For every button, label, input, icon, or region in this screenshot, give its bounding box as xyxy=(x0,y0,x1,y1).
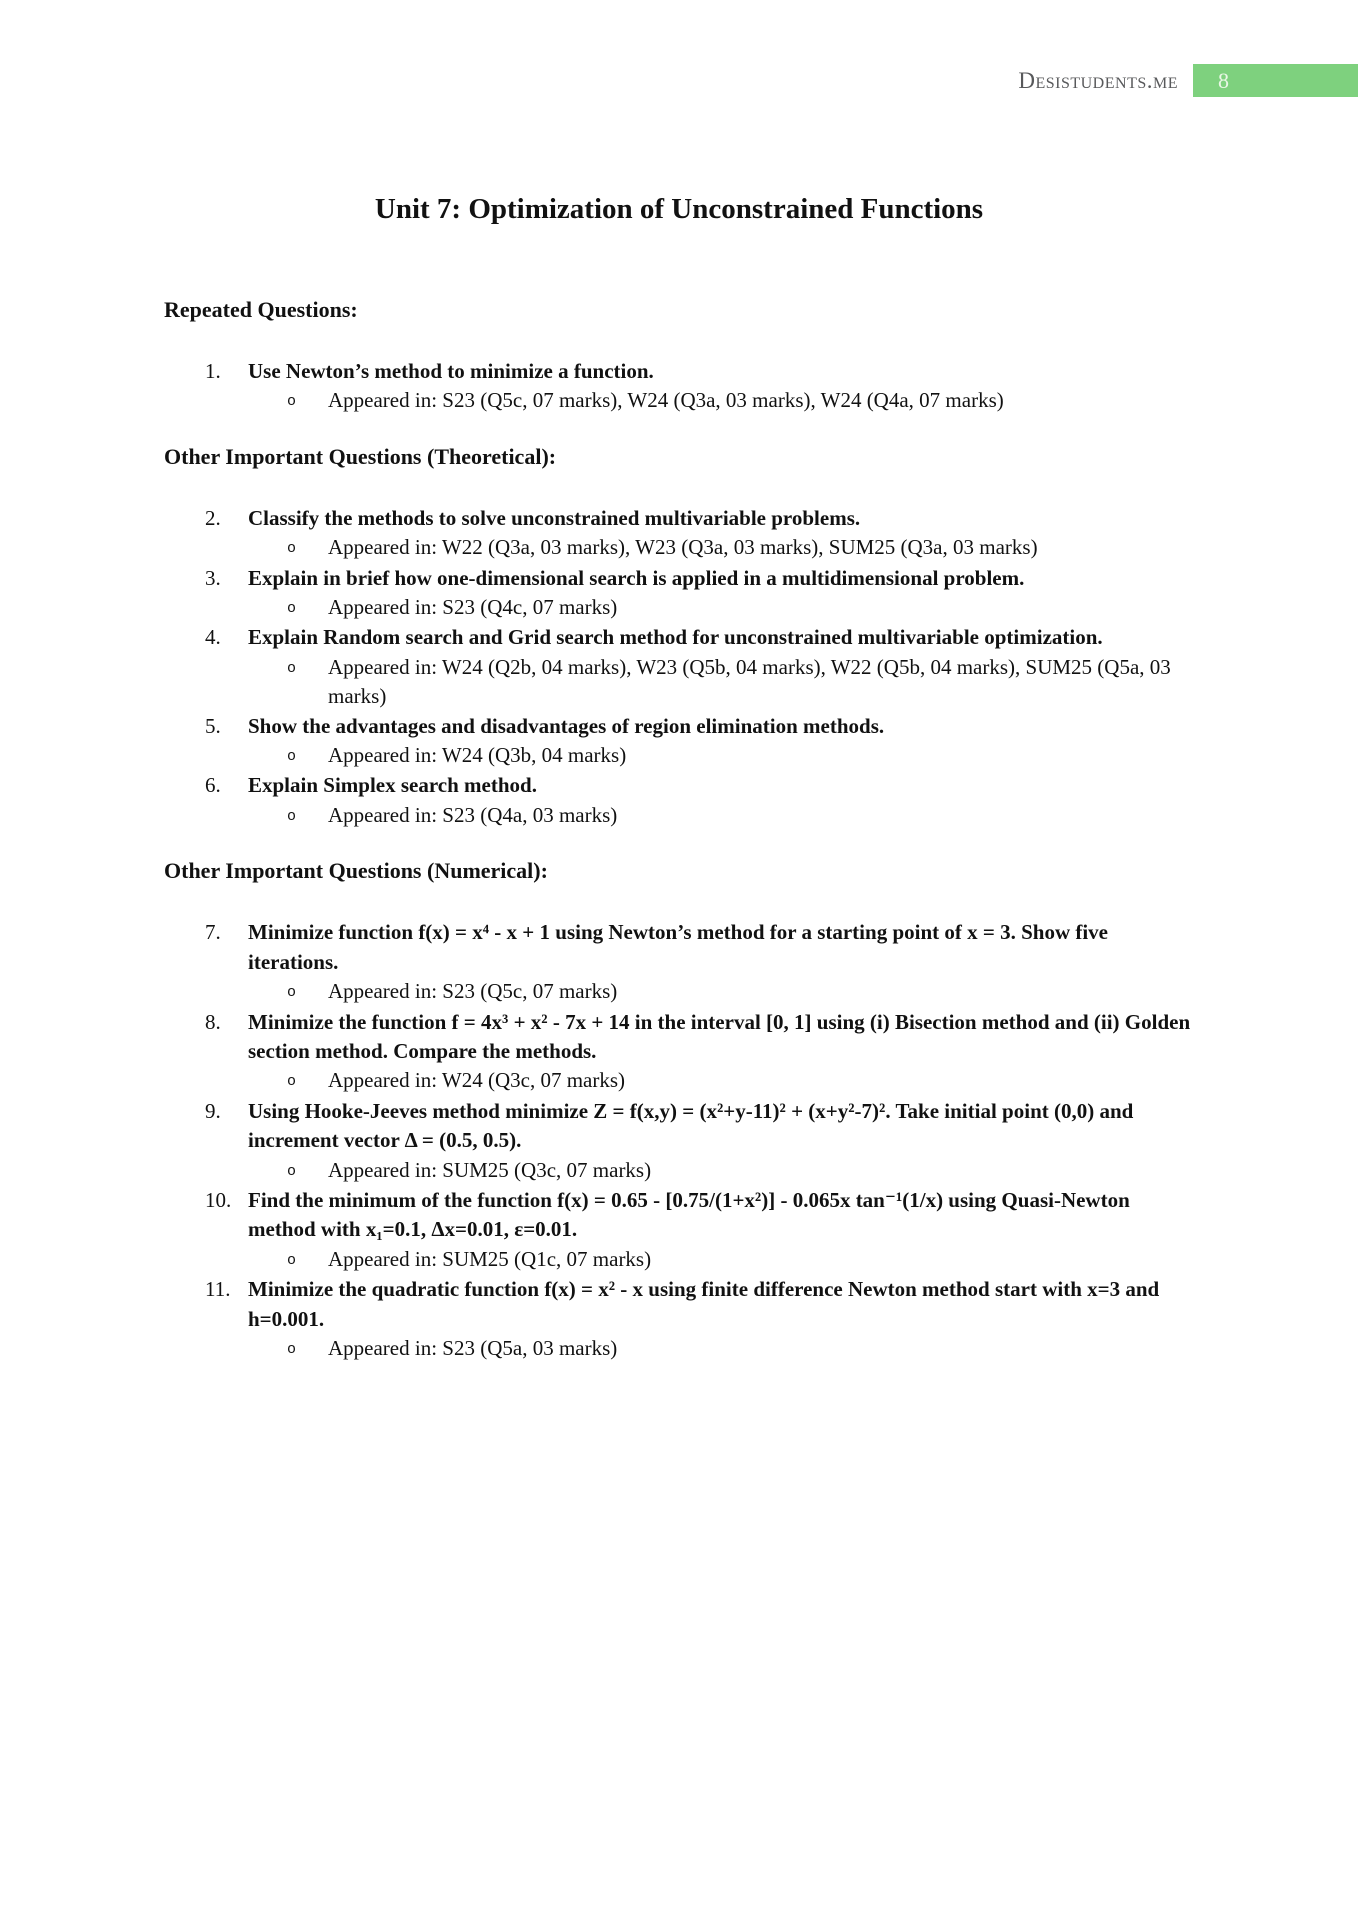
questions-area xyxy=(164,296,1194,1364)
question-row xyxy=(164,1186,1194,1245)
page-title: Unit 7: Optimization of Unconstrained Functions xyxy=(374,193,984,225)
appearance-row xyxy=(164,1245,1194,1275)
circle-bullet-marker: o xyxy=(287,600,297,618)
question-item xyxy=(164,623,1194,711)
question-text: Classify the methods to solve unconstrained multivariable problems. xyxy=(248,505,861,530)
circle-bullet-marker: o xyxy=(287,1073,297,1091)
appearance-list xyxy=(164,1245,1194,1275)
question-row xyxy=(164,1275,1194,1334)
question-text: Using Hooke-Jeeves method minimize Z = f(x,y) = (x²+y-11)² + (x+y²-7)². Take initial point (0,0) and increment vector Δ = (0.5, 0.5). xyxy=(248,1098,1134,1153)
page-number: 8 xyxy=(1218,67,1229,93)
question-list xyxy=(164,918,1194,1364)
question-number: 8. xyxy=(205,1009,221,1034)
question-number: 1. xyxy=(205,359,221,383)
appearance-list xyxy=(164,741,1194,771)
question-row xyxy=(164,564,1194,593)
question-number: 6. xyxy=(205,773,221,798)
appearance-text: Appeared in: W24 (Q3c, 07 marks) xyxy=(328,1068,626,1093)
question-number: 2. xyxy=(205,505,221,530)
question-number: 7. xyxy=(205,920,221,945)
question-item xyxy=(164,564,1194,624)
appearance-row xyxy=(164,1334,1194,1364)
site-name: Desistudents.me xyxy=(1018,68,1178,93)
appearance-text: Appeared in: SUM25 (Q3c, 07 marks) xyxy=(328,1157,652,1182)
question-section xyxy=(164,857,1194,1364)
circle-bullet-marker: o xyxy=(287,1251,297,1269)
question-text: Minimize the quadratic function f(x) = x² - x using finite difference Newton method start with x=3 and h=0.001. xyxy=(248,1277,1160,1331)
page-header xyxy=(1018,64,1358,97)
question-text: Use Newton’s method to minimize a function. xyxy=(248,359,654,383)
appearance-row xyxy=(164,653,1194,712)
question-row xyxy=(164,1008,1194,1067)
question-number: 11. xyxy=(205,1277,231,1302)
circle-bullet-marker: o xyxy=(287,748,297,766)
question-text: Show the advantages and disadvantages of region elimination methods. xyxy=(248,713,885,738)
question-item xyxy=(164,771,1194,831)
question-row xyxy=(164,712,1194,741)
question-text: Explain Simplex search method. xyxy=(248,773,537,798)
question-text: Explain in brief how one-dimensional search is applied in a multidimensional problem. xyxy=(248,565,1025,590)
question-item xyxy=(164,357,1194,417)
appearance-row xyxy=(164,533,1194,563)
question-text: Find the minimum of the function f(x) = 0.65 - [0.75/(1+x²)] - 0.065x tan⁻¹(1/x) using Quasi-Newton method with x₁=0.1, Δx=0.01, ε=0.01. xyxy=(248,1187,1130,1242)
question-number: 4. xyxy=(205,625,221,650)
appearance-list xyxy=(164,801,1194,831)
question-number: 5. xyxy=(205,713,221,738)
appearance-row xyxy=(164,386,1194,416)
question-item xyxy=(164,1275,1194,1364)
question-row xyxy=(164,918,1194,977)
question-item xyxy=(164,712,1194,772)
question-row xyxy=(164,504,1194,533)
question-list xyxy=(164,504,1194,831)
appearance-row xyxy=(164,977,1194,1007)
appearance-text: Appeared in: S23 (Q4c, 07 marks) xyxy=(328,595,618,620)
question-text: Explain Random search and Grid search method for unconstrained multivariable optimization. xyxy=(248,625,1103,650)
appearance-list xyxy=(164,1156,1194,1186)
appearance-text: Appeared in: W24 (Q2b, 04 marks), W23 (Q5b, 04 marks), W22 (Q5b, 04 marks), SUM25 (Q5a, 03 marks) xyxy=(328,654,1171,709)
question-item xyxy=(164,918,1194,1007)
appearance-list xyxy=(164,1066,1194,1096)
section-heading: Other Important Questions (Numerical): xyxy=(164,858,548,884)
appearance-text: Appeared in: W22 (Q3a, 03 marks), W23 (Q3a, 03 marks), SUM25 (Q3a, 03 marks) xyxy=(328,535,1038,560)
appearance-row xyxy=(164,593,1194,623)
appearance-list xyxy=(164,1334,1194,1364)
question-item xyxy=(164,1097,1194,1186)
page-number-badge xyxy=(1193,64,1358,97)
circle-bullet-marker: o xyxy=(287,984,297,1002)
appearance-list xyxy=(164,593,1194,623)
appearance-row xyxy=(164,741,1194,771)
question-section xyxy=(164,296,1194,417)
appearance-text: Appeared in: SUM25 (Q1c, 07 marks) xyxy=(328,1246,652,1271)
section-heading: Other Important Questions (Theoretical): xyxy=(164,443,557,469)
appearance-text: Appeared in: S23 (Q5c, 07 marks) xyxy=(328,979,618,1004)
question-number: 3. xyxy=(205,565,221,590)
circle-bullet-marker: o xyxy=(287,540,297,558)
question-row xyxy=(164,623,1194,652)
question-text: Minimize function f(x) = x⁴ - x + 1 using Newton’s method for a starting point of x = 3. Show five iterations. xyxy=(248,920,1109,974)
appearance-list xyxy=(164,653,1194,712)
circle-bullet-marker: o xyxy=(287,1340,297,1358)
question-row xyxy=(164,357,1194,386)
appearance-list xyxy=(164,533,1194,563)
question-row xyxy=(164,771,1194,800)
question-row xyxy=(164,1097,1194,1156)
question-number: 10. xyxy=(205,1187,232,1212)
appearance-row xyxy=(164,1156,1194,1186)
appearance-text: Appeared in: S23 (Q5c, 07 marks), W24 (Q3a, 03 marks), W24 (Q4a, 07 marks) xyxy=(328,388,1004,413)
section-heading: Repeated Questions: xyxy=(164,297,358,322)
question-section xyxy=(164,443,1194,831)
circle-bullet-marker: o xyxy=(287,659,297,677)
question-item xyxy=(164,1186,1194,1275)
circle-bullet-marker: o xyxy=(287,807,297,825)
appearance-list xyxy=(164,386,1194,416)
circle-bullet-marker: o xyxy=(287,393,297,411)
appearance-text: Appeared in: S23 (Q5a, 03 marks) xyxy=(328,1335,618,1360)
appearance-text: Appeared in: W24 (Q3b, 04 marks) xyxy=(328,743,627,768)
appearance-list xyxy=(164,977,1194,1007)
question-text: Minimize the function f = 4x³ + x² - 7x + 14 in the interval [0, 1] using (i) Bisection method and (ii) Golden section method. Compare the methods. xyxy=(248,1009,1191,1063)
circle-bullet-marker: o xyxy=(287,1162,297,1180)
appearance-row xyxy=(164,1066,1194,1096)
appearance-row xyxy=(164,801,1194,831)
appearance-text: Appeared in: S23 (Q4a, 03 marks) xyxy=(328,802,618,827)
question-list xyxy=(164,357,1194,417)
question-item xyxy=(164,504,1194,564)
question-number: 9. xyxy=(205,1098,221,1123)
question-item xyxy=(164,1008,1194,1097)
